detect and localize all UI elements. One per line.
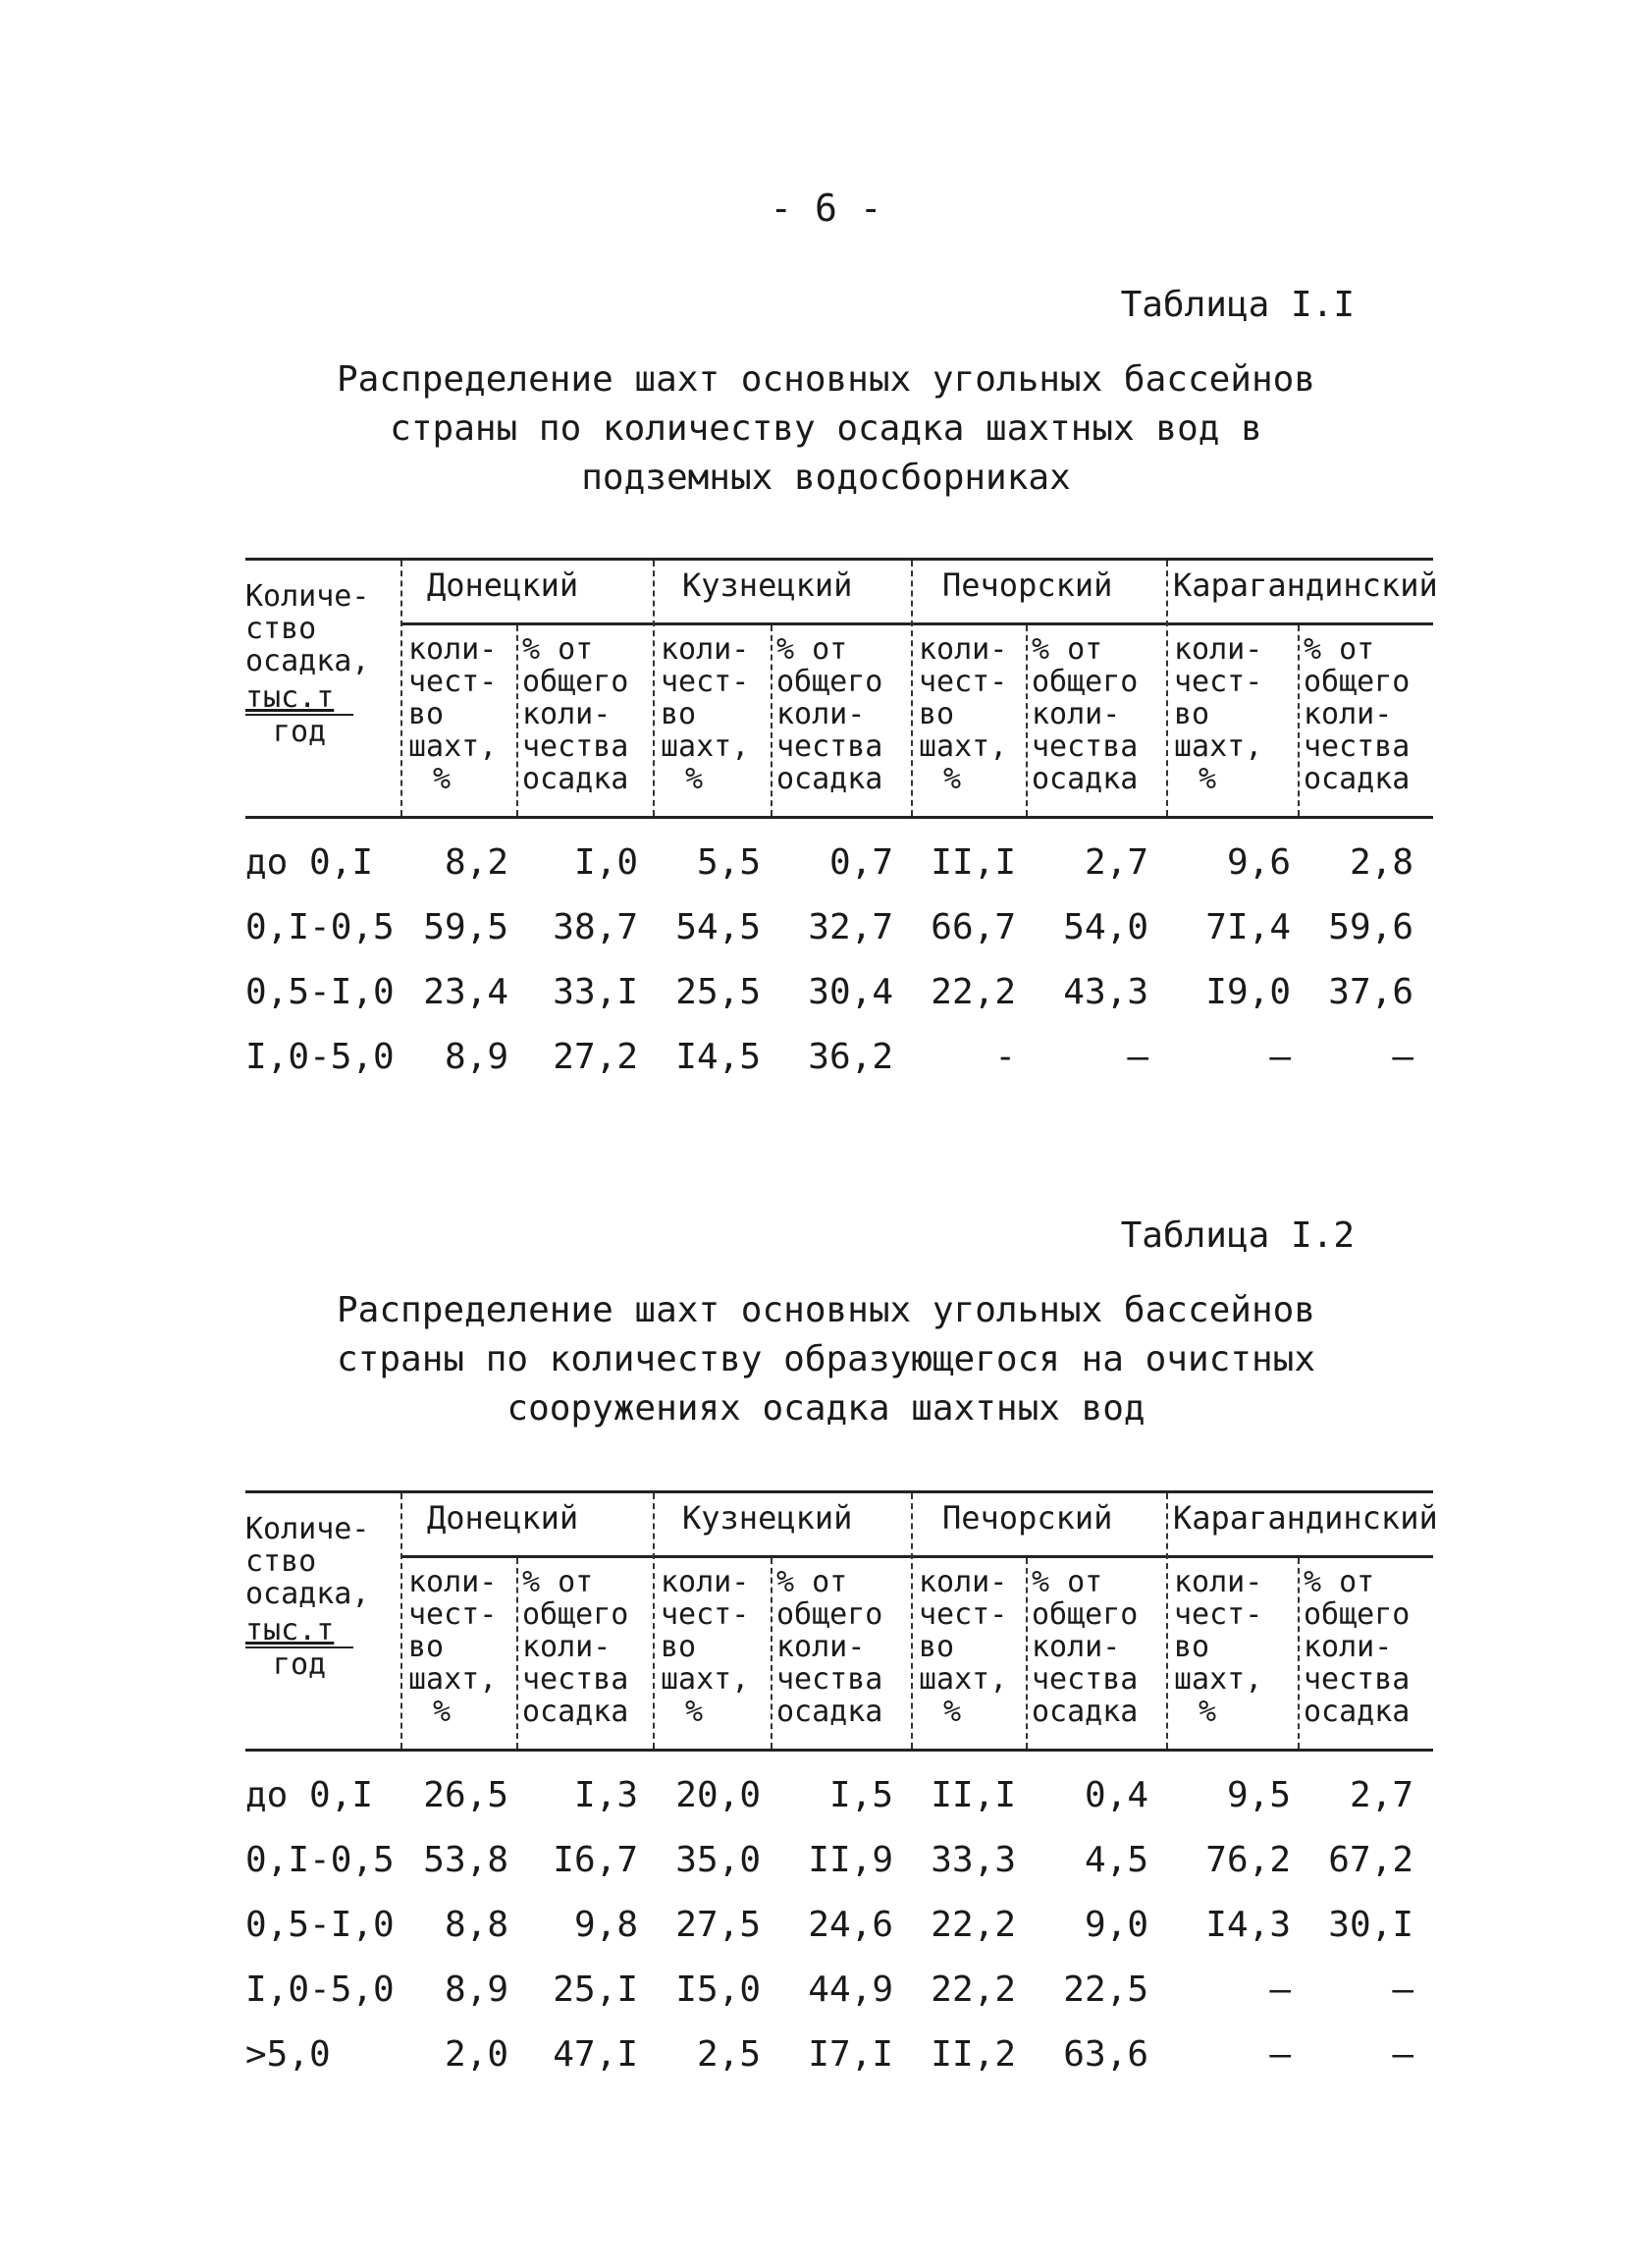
basin-name: Кузнецкий (682, 567, 853, 604)
table-cell: 2,7 (1349, 1775, 1413, 1815)
basin-name: Донецкий (427, 1499, 579, 1537)
col-separator (400, 1493, 402, 1749)
row-label: до 0,I (245, 842, 374, 883)
subcol-header-percent: % от общего коли- чества осадка (1304, 632, 1411, 796)
col-separator (771, 1558, 773, 1749)
table-cell: 59,5 (423, 907, 508, 947)
table-cell: I7,I (808, 2034, 893, 2075)
table-cell: 9,6 (1226, 842, 1291, 883)
table-cell: 27,5 (675, 1905, 761, 1945)
table-cell: 36,2 (808, 1037, 893, 1077)
table-cell: - (994, 1037, 1016, 1077)
table-cell: 32,7 (808, 907, 893, 947)
table-cell: 5,5 (696, 842, 761, 883)
subcol-header-shafts: коли- чест- во шахт, % (919, 1565, 1008, 1729)
header-line: ство (245, 612, 317, 646)
row-label: 0,I-0,5 (245, 1840, 395, 1880)
row-label: 0,I-0,5 (245, 907, 395, 947)
table-cell: 22,2 (931, 972, 1016, 1012)
basin-name: Карагандинский (1173, 567, 1438, 604)
table-cell: 2,5 (696, 2034, 761, 2075)
table-cell: 63,6 (1063, 2034, 1148, 2075)
subcol-header-percent: % от общего коли- чества осадка (776, 1565, 883, 1729)
table-row (245, 1840, 1433, 1905)
table-cell: 54,5 (675, 907, 761, 947)
table-row (245, 907, 1433, 972)
basin-name: Донецкий (427, 567, 579, 604)
basin-name: Печорский (942, 567, 1113, 604)
unit-denominator: год (245, 714, 353, 748)
table-cell: 67,2 (1328, 1840, 1413, 1880)
table-cell: 8,9 (444, 1970, 508, 2010)
table-cell: I4,3 (1205, 1905, 1291, 1945)
basin-rule (402, 622, 1433, 625)
table-cell: 37,6 (1328, 972, 1413, 1012)
header-line: осадка, (245, 644, 370, 678)
col-separator (1298, 625, 1300, 816)
subcol-header-percent: % от общего коли- чества осадка (1032, 632, 1139, 796)
table-cell: 2,8 (1349, 842, 1413, 883)
unit-denominator: год (245, 1646, 353, 1681)
table1-title-line: страны по количеству осадка шахтных вод в (390, 408, 1262, 449)
subcol-header-percent: % от общего коли- чества осадка (522, 632, 629, 796)
col-separator (771, 625, 773, 816)
table-cell: I,0 (573, 842, 638, 883)
table-cell: 66,7 (931, 907, 1016, 947)
table-cell: 22,5 (1063, 1970, 1148, 2010)
table-cell: 30,4 (808, 972, 893, 1012)
col-separator (516, 625, 518, 816)
col-separator (1026, 625, 1028, 816)
row-label: 0,5-I,0 (245, 1905, 395, 1945)
table-cell: 2,0 (444, 2034, 508, 2075)
col-separator (1298, 1558, 1300, 1749)
row-label: >5,0 (245, 2034, 331, 2075)
col-separator (1026, 1558, 1028, 1749)
table-cell: 27,2 (553, 1037, 638, 1077)
table-cell: I,3 (573, 1775, 638, 1815)
header-line: ство (245, 1544, 317, 1579)
table-cell: 54,0 (1063, 907, 1148, 947)
table-cell: 25,I (553, 1970, 638, 2010)
table-cell: 8,9 (444, 1037, 508, 1077)
col-separator (911, 561, 913, 816)
subcol-header-percent: % от общего коли- чества осадка (1032, 1565, 1139, 1729)
table-cell: II,I (931, 1775, 1016, 1815)
table-cell: 0,4 (1084, 1775, 1148, 1815)
table-cell: – (1269, 1037, 1291, 1077)
table-cell: 9,0 (1084, 1905, 1148, 1945)
table-cell: I9,0 (1205, 972, 1291, 1012)
subcol-header-shafts: коли- чест- во шахт, % (661, 1565, 750, 1729)
table2-label: Таблица I.2 (1120, 1215, 1355, 1256)
col-separator (653, 1493, 655, 1749)
col-separator (911, 1493, 913, 1749)
table-cell: 8,2 (444, 842, 508, 883)
table-cell: 0,7 (828, 842, 893, 883)
table-cell: 9,8 (573, 1905, 638, 1945)
row-label: 0,5-I,0 (245, 972, 395, 1012)
table-cell: 24,6 (808, 1905, 893, 1945)
table-cell: 8,8 (444, 1905, 508, 1945)
table-cell: – (1392, 1037, 1413, 1077)
subcol-header-shafts: коли- чест- во шахт, % (408, 632, 498, 796)
page-number: - 6 - (770, 187, 882, 230)
unit-numerator: тыс.т (245, 1613, 335, 1647)
table-cell: 47,I (553, 2034, 638, 2075)
table-cell: 33,I (553, 972, 638, 1012)
row-label: I,0-5,0 (245, 1037, 395, 1077)
table-cell: 20,0 (675, 1775, 761, 1815)
header-line: Количе- (245, 1512, 370, 1546)
basin-name: Кузнецкий (682, 1499, 853, 1537)
table-cell: – (1127, 1037, 1148, 1077)
subcol-header-shafts: коли- чест- во шахт, % (1174, 1565, 1263, 1729)
table-cell: 76,2 (1205, 1840, 1291, 1880)
table-cell: 7I,4 (1205, 907, 1291, 947)
table-cell: 33,3 (931, 1840, 1016, 1880)
subcol-header-shafts: коли- чест- во шахт, % (661, 632, 750, 796)
table-cell: 53,8 (423, 1840, 508, 1880)
table1 (245, 558, 1438, 1077)
table-cell: 22,2 (931, 1905, 1016, 1945)
table-row (245, 972, 1433, 1037)
table-cell: I5,0 (675, 1970, 761, 2010)
table-cell: 26,5 (423, 1775, 508, 1815)
table2 (245, 1490, 1438, 2075)
col-separator (1166, 561, 1168, 816)
table2-title (0, 1286, 1652, 1433)
row-label: I,0-5,0 (245, 1970, 395, 2010)
row-label: до 0,I (245, 1775, 374, 1815)
table-cell: 30,I (1328, 1905, 1413, 1945)
table1-title (0, 355, 1652, 503)
table-cell: 4,5 (1084, 1840, 1148, 1880)
subcol-header-percent: % от общего коли- чества осадка (1304, 1565, 1411, 1729)
table-cell: – (1392, 1970, 1413, 2010)
table-cell: 38,7 (553, 907, 638, 947)
unit-numerator: тыс.т (245, 680, 335, 715)
col-separator (516, 1558, 518, 1749)
table-cell: 2,7 (1084, 842, 1148, 883)
table2-row-label-header (245, 1513, 398, 1681)
header-line: осадка, (245, 1577, 370, 1611)
table-cell: 44,9 (808, 1970, 893, 2010)
table-cell: – (1269, 2034, 1291, 2075)
table1-header (245, 558, 1438, 819)
table1-title-line: подземных водосборниках (581, 458, 1071, 498)
table-cell: 59,6 (1328, 907, 1413, 947)
table-row (245, 842, 1433, 907)
table-cell: 23,4 (423, 972, 508, 1012)
table-cell: 43,3 (1063, 972, 1148, 1012)
table2-title-line: страны по количеству образующегося на очистных (337, 1339, 1315, 1379)
table1-body (245, 842, 1433, 1102)
table-cell: – (1392, 2034, 1413, 2075)
subcol-header-percent: % от общего коли- чества осадка (522, 1565, 629, 1729)
table-cell: – (1269, 1970, 1291, 2010)
table-cell: I,5 (828, 1775, 893, 1815)
table-cell: 22,2 (931, 1970, 1016, 2010)
table1-row-label-header (245, 580, 398, 748)
table1-label: Таблица I.I (1120, 285, 1355, 325)
col-separator (653, 561, 655, 816)
subcol-header-shafts: коли- чест- во шахт, % (408, 1565, 498, 1729)
table-row (245, 2034, 1433, 2099)
table-cell: 35,0 (675, 1840, 761, 1880)
table2-title-line: Распределение шахт основных угольных бассейнов (337, 1290, 1315, 1330)
basin-name: Печорский (942, 1499, 1113, 1537)
table-cell: II,2 (931, 2034, 1016, 2075)
table2-header (245, 1490, 1438, 1752)
table2-body (245, 1775, 1433, 2099)
table-cell: 25,5 (675, 972, 761, 1012)
table-row (245, 1905, 1433, 1970)
table-cell: 9,5 (1226, 1775, 1291, 1815)
subcol-header-percent: % от общего коли- чества осадка (776, 632, 883, 796)
table-cell: I4,5 (675, 1037, 761, 1077)
table-cell: II,I (931, 842, 1016, 883)
table-row (245, 1775, 1433, 1840)
basin-rule (402, 1555, 1433, 1558)
table-cell: II,9 (808, 1840, 893, 1880)
subcol-header-shafts: коли- чест- во шахт, % (919, 632, 1008, 796)
subcol-header-shafts: коли- чест- во шахт, % (1174, 632, 1263, 796)
basin-name: Карагандинский (1173, 1499, 1438, 1537)
table-row (245, 1037, 1433, 1102)
col-separator (1166, 1493, 1168, 1749)
table1-title-line: Распределение шахт основных угольных бассейнов (337, 359, 1315, 400)
table-cell: I6,7 (553, 1840, 638, 1880)
col-separator (400, 561, 402, 816)
table2-title-line: сооружениях осадка шахтных вод (506, 1388, 1146, 1429)
table-row (245, 1970, 1433, 2034)
header-line: Количе- (245, 579, 370, 614)
